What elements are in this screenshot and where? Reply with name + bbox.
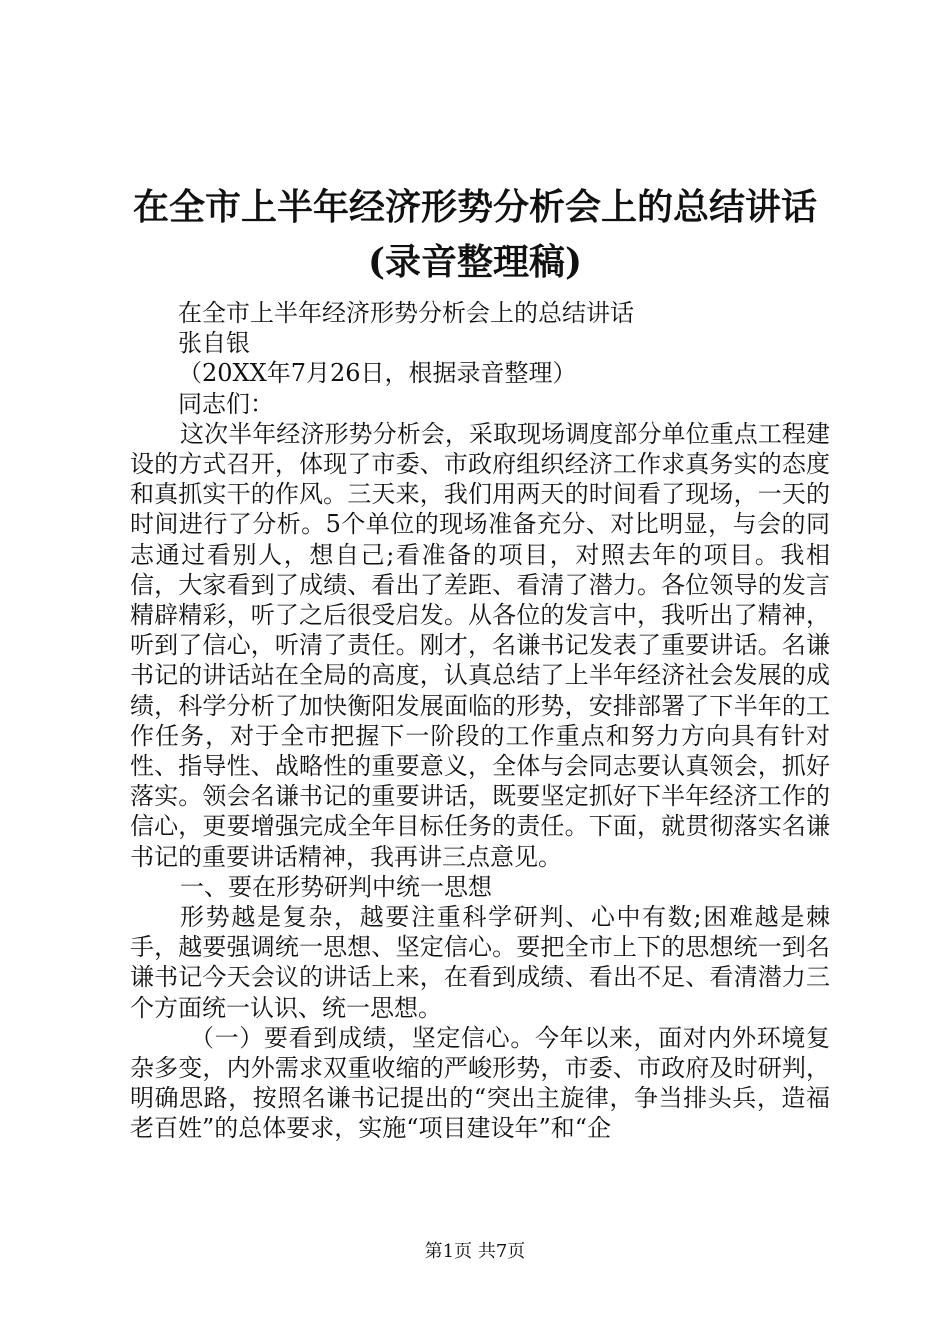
section-heading: 一、要在形势研判中统一思想 <box>180 872 492 901</box>
intro-paragraph: 这次半年经济形势分析会，采取现场调度部分单位重点工程建设的方式召开，体现了市委、市政府组织经济工作求真务实的态度和真抓实干的作风。三天来，我们用两天的时间看了现场，一天的时间进行了分析。5个单位的现场准备充分、对比明显，与会的同志通过看别人，想自己;看准备的项目，对照去年的项目。我相信，大家看到了成绩、看出了差距、看清了潜力。各位领导的发言精辟精彩，听了之后很受启发。从各位的发言中，我听出了精神，听到了信心，听清了责任。刚才，名谦书记发表了重要讲话。名谦书记的讲话站在全局的高度，认真总结了上半年经济社会发展的成绩，科学分析了加快衡阳发展面临的形势，安排部署了下半年的工作任务，对于全市把握下一阶段的工作重点和努力方向具有针对性、指导性、战略性的重要意义，全体与会同志要认真领会，抓好落实。领会名谦书记的重要讲话，既要坚定抓好下半年经济工作的信心，更要增强完成全年目标任务的责任。下面，就贯彻落实名谦书记的重要讲话精神，我再讲三点意见。 <box>130 419 830 871</box>
page-footer: 第1页 共7页 <box>424 1241 526 1262</box>
document-body <box>130 298 830 1144</box>
section-paragraph: 形势越是复杂，越要注重科学研判、心中有数;困难越是棘手，越要强调统一思想、坚定信心。要把全市上下的思想统一到名谦书记今天会议的讲话上来，在看到成绩、看出不足、看清潜力三个方面统一认识、统一思想。 <box>130 903 830 1022</box>
document-title-line1: 在全市上半年经济形势分析会上的总结讲话 <box>132 186 817 228</box>
subsection-paragraph: （一）要看到成绩，坚定信心。今年以来，面对内外环境复杂多变，内外需求双重收缩的严峻形势，市委、市政府及时研判，明确思路，按照名谦书记提出的“突出主旋律，争当排头兵，造福老百姓”的总体要求，实施“项目建设年”和“企 <box>130 1023 830 1143</box>
date-note: （20XX年7月26日，根据录音整理） <box>178 359 577 388</box>
document-title-line2: (录音整理稿) <box>367 241 583 283</box>
speaker-name: 张自银 <box>178 329 250 358</box>
salutation: 同志们： <box>178 389 274 418</box>
speech-subtitle: 在全市上半年经济形势分析会上的总结讲话 <box>178 299 634 327</box>
